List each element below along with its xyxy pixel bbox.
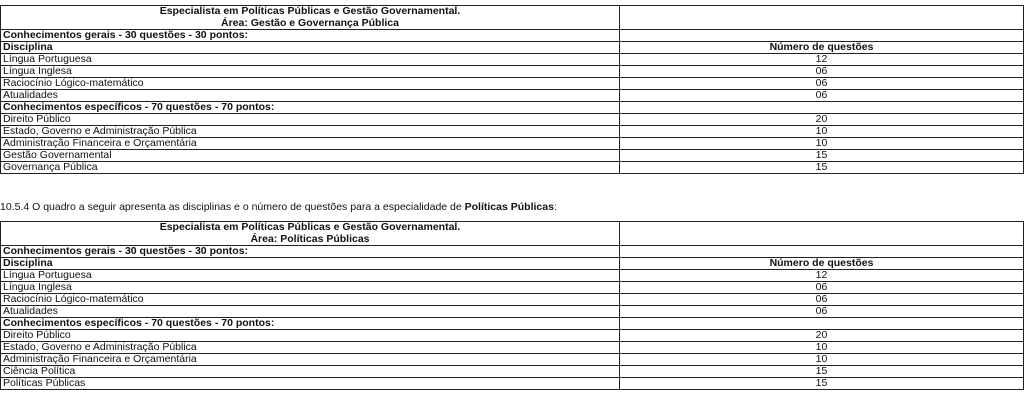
discipline-cell: Administração Financeira e Orçamentária: [1, 138, 620, 150]
discipline-cell: Língua Inglesa: [1, 66, 620, 78]
section-row: [1, 102, 1024, 114]
discipline-cell: Direito Público: [1, 114, 620, 126]
count-cell: 10: [620, 126, 1024, 138]
count-cell: 06: [620, 78, 1024, 90]
discipline-cell: Políticas Públicas: [1, 378, 620, 390]
count-cell: 12: [620, 54, 1024, 66]
section-row: [1, 30, 1024, 42]
discipline-cell: Língua Portuguesa: [1, 54, 620, 66]
count-cell: 06: [620, 90, 1024, 102]
count-cell: 15: [620, 150, 1024, 162]
discipline-cell: Atualidades: [1, 306, 620, 318]
title-blank-cell: [620, 6, 1024, 30]
table-row: [1, 114, 1024, 126]
section-row: [1, 318, 1024, 330]
column-header-count: Número de questões: [620, 258, 1024, 270]
table-title-line1: Especialista em Políticas Públicas e Gestão Governamental.: [159, 221, 461, 233]
table-row: [1, 66, 1024, 78]
table-row: [1, 282, 1024, 294]
table-row: [1, 78, 1024, 90]
discipline-cell: Governança Pública: [1, 162, 620, 174]
table-row: [1, 354, 1024, 366]
discipline-cell: Administração Financeira e Orçamentária: [1, 354, 620, 366]
paragraph-10-5-4: [0, 201, 1020, 214]
section-header-specific: Conhecimentos específicos - 70 questões - 70 pontos:: [1, 102, 620, 114]
section-row: [1, 246, 1024, 258]
discipline-cell: Estado, Governo e Administração Pública: [1, 342, 620, 354]
paragraph-end: :: [553, 201, 557, 213]
section-blank-cell: [620, 318, 1024, 330]
paragraph-text: 10.5.4 O quadro a seguir apresenta as disciplinas e o número de questões para a especialidade de: [0, 201, 465, 213]
paragraph-bold-term: Políticas Públicas: [464, 201, 554, 213]
discipline-cell: Atualidades: [1, 90, 620, 102]
table-title-line1: Especialista em Políticas Públicas e Gestão Governamental.: [159, 5, 461, 17]
table-row: [1, 294, 1024, 306]
count-cell: 10: [620, 138, 1024, 150]
table-title-line2: Área: Políticas Públicas: [250, 232, 370, 245]
column-header-discipline: Disciplina: [1, 258, 620, 270]
column-header-discipline: Disciplina: [1, 42, 620, 54]
count-cell: 15: [620, 366, 1024, 378]
discipline-cell: Língua Portuguesa: [1, 270, 620, 282]
column-header-row: [1, 42, 1024, 54]
table-row: [1, 330, 1024, 342]
table-title-line2: Área: Gestão e Governança Pública: [221, 16, 399, 29]
table-title: [1, 6, 620, 30]
table-row: [1, 126, 1024, 138]
discipline-cell: Estado, Governo e Administração Pública: [1, 126, 620, 138]
discipline-cell: Língua Inglesa: [1, 282, 620, 294]
section-header-general: Conhecimentos gerais - 30 questões - 30 pontos:: [1, 246, 620, 258]
table-row: [1, 150, 1024, 162]
count-cell: 20: [620, 330, 1024, 342]
count-cell: 15: [620, 378, 1024, 390]
section-blank-cell: [620, 102, 1024, 114]
section-header-general: Conhecimentos gerais - 30 questões - 30 pontos:: [1, 30, 620, 42]
column-header-count: Número de questões: [620, 42, 1024, 54]
discipline-cell: Gestão Governamental: [1, 150, 620, 162]
exam-table-politicas-publicas: [0, 221, 1024, 390]
count-cell: 06: [620, 282, 1024, 294]
table-row: [1, 306, 1024, 318]
column-header-row: [1, 258, 1024, 270]
section-header-specific: Conhecimentos específicos - 70 questões - 70 pontos:: [1, 318, 620, 330]
section-blank-cell: [620, 246, 1024, 258]
table-row: [1, 366, 1024, 378]
count-cell: 12: [620, 270, 1024, 282]
discipline-cell: Raciocínio Lógico-matemático: [1, 294, 620, 306]
title-row: [1, 6, 1024, 30]
count-cell: 15: [620, 162, 1024, 174]
table-row: [1, 270, 1024, 282]
count-cell: 10: [620, 354, 1024, 366]
table-body: [1, 6, 1024, 174]
count-cell: 20: [620, 114, 1024, 126]
table-body: [1, 222, 1024, 390]
discipline-cell: Direito Público: [1, 330, 620, 342]
exam-table-gestao-governanca: [0, 5, 1024, 174]
table-title: [1, 222, 620, 246]
count-cell: 10: [620, 342, 1024, 354]
title-row: [1, 222, 1024, 246]
table-row: [1, 54, 1024, 66]
count-cell: 06: [620, 306, 1024, 318]
table-row: [1, 378, 1024, 390]
section-blank-cell: [620, 30, 1024, 42]
table-row: [1, 90, 1024, 102]
count-cell: 06: [620, 294, 1024, 306]
discipline-cell: Raciocínio Lógico-matemático: [1, 78, 620, 90]
count-cell: 06: [620, 66, 1024, 78]
table-row: [1, 342, 1024, 354]
table-row: [1, 138, 1024, 150]
discipline-cell: Ciência Política: [1, 366, 620, 378]
table-row: [1, 162, 1024, 174]
title-blank-cell: [620, 222, 1024, 246]
